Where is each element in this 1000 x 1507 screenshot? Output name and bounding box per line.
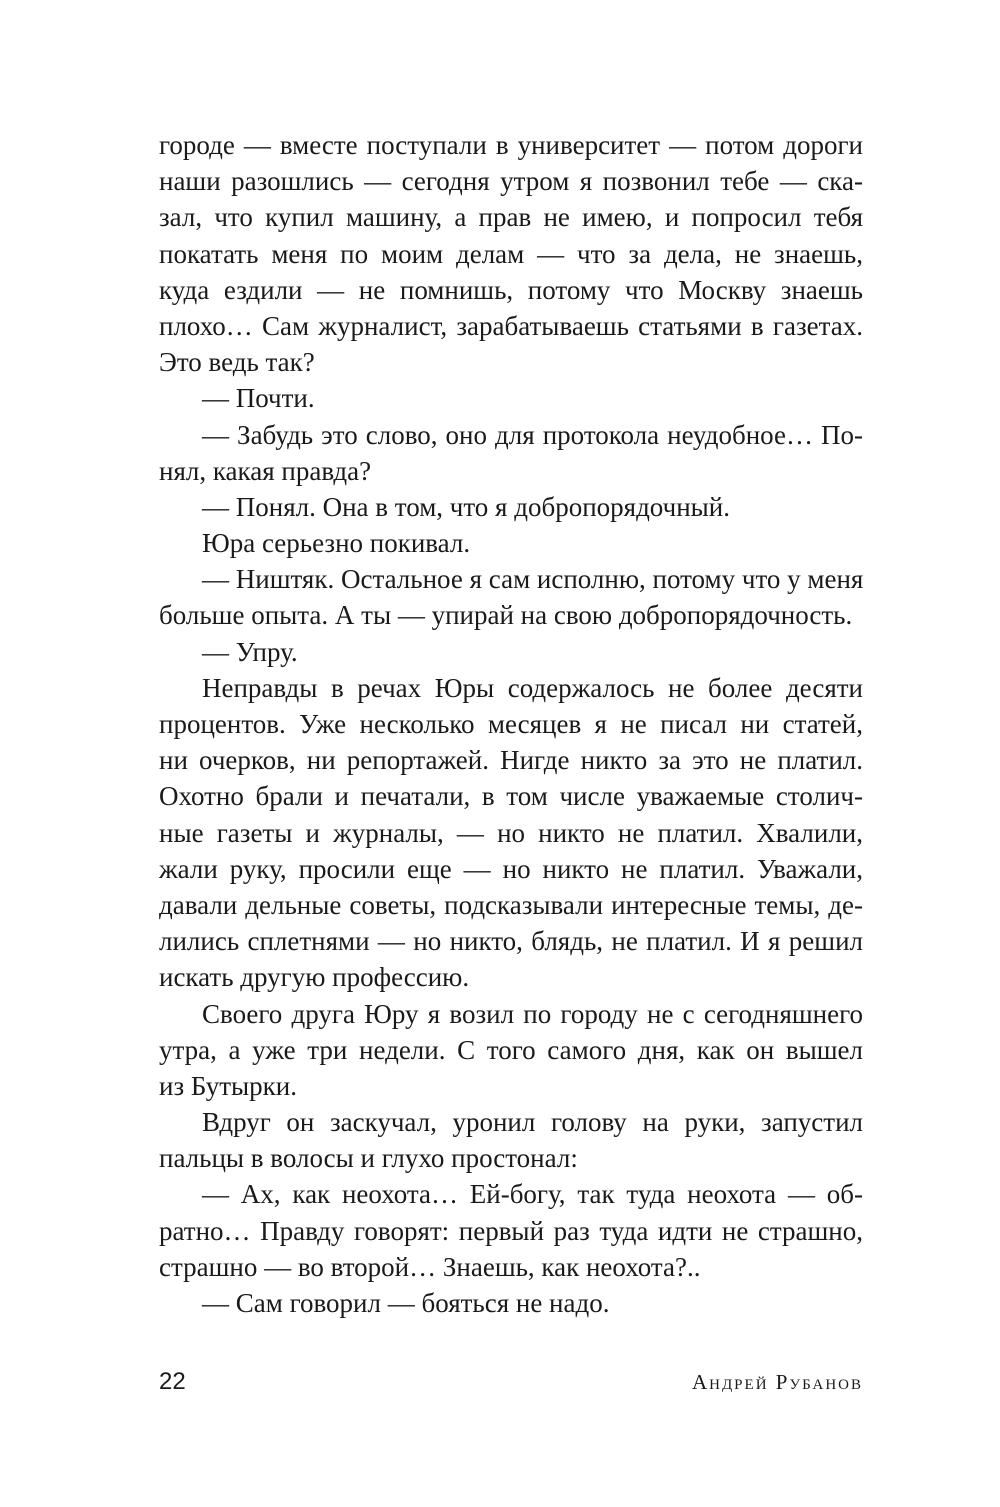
text-line: пальцы в волосы и глухо простонал:: [159, 1143, 578, 1174]
text-line: больше опыта. А ты — упирай на свою добропорядочность.: [159, 600, 853, 631]
text-line: — Ах, как неохота… Ей-богу, так туда неохота — об-: [202, 1179, 863, 1210]
text-line: утра, а уже три недели. С того самого дня, как он вышел: [159, 1034, 863, 1065]
running-head-author: Андрей Рубанов: [691, 1370, 863, 1394]
text-line: — Забудь это слово, оно для протокола неудобное… По-: [202, 419, 863, 450]
page-number: 22: [159, 1368, 186, 1395]
text-line: страшно — во второй… Знаешь, как неохота?..: [159, 1251, 701, 1282]
text-line: нял, какая правда?: [159, 455, 372, 486]
text-line: куда ездили — не помнишь, потому что Москву знаешь: [159, 274, 863, 305]
text-line: искать другую профессию.: [159, 962, 470, 993]
text-line: ратно… Правду говорят: первый раз туда идти не страшно,: [159, 1215, 863, 1246]
text-line: наши разошлись — сегодня утром я позвонил тебе — ска-: [159, 166, 863, 197]
page-footer: [159, 1362, 863, 1402]
text-line: Это ведь так?: [159, 347, 315, 378]
text-line: Охотно брали и печатали, в том числе уважаемые столич-: [159, 781, 863, 812]
text-line: Неправды в речах Юры содержалось не более десяти: [202, 672, 863, 703]
text-line: — Понял. Она в том, что я добропорядочный.: [202, 491, 730, 522]
text-line: — Почти.: [202, 383, 315, 414]
body-text: [159, 127, 863, 1321]
text-line: зал, что купил машину, а прав не имею, и попросил тебя: [159, 202, 863, 233]
text-line: — Ништяк. Остальное я сам исполню, потому что у меня: [202, 564, 864, 595]
text-line: Вдруг он заскучал, уронил голову на руки, запустил: [202, 1107, 863, 1138]
text-line: ные газеты и журналы, — но никто не платил. Хвалили,: [159, 817, 863, 848]
text-line: Своего друга Юру я возил по городу не с сегодняшнего: [202, 998, 863, 1029]
text-line: плохо… Сам журналист, зарабатываешь статьями в газетах.: [159, 310, 863, 341]
text-line: ни очерков, ни репортажей. Нигде никто за это не платил.: [159, 745, 863, 776]
text-line: Юра серьезно покивал.: [202, 528, 471, 559]
text-line: покатать меня по моим делам — что за дела, не знаешь,: [159, 238, 863, 269]
text-line: — Упру.: [202, 636, 298, 667]
text-line: лились сплетнями — но никто, блядь, не платил. И я решил: [159, 926, 863, 957]
text-line: процентов. Уже несколько месяцев я не писал ни статей,: [159, 709, 863, 739]
text-line: давали дельные советы, подсказывали интересные темы, де-: [159, 889, 863, 920]
text-line: из Бутырки.: [159, 1070, 297, 1101]
text-line: городе — вместе поступали в университет — потом дороги: [159, 130, 863, 160]
text-line: — Сам говорил — бояться не надо.: [202, 1288, 610, 1318]
text-line: жали руку, просили еще — но никто не платил. Уважали,: [159, 853, 863, 884]
